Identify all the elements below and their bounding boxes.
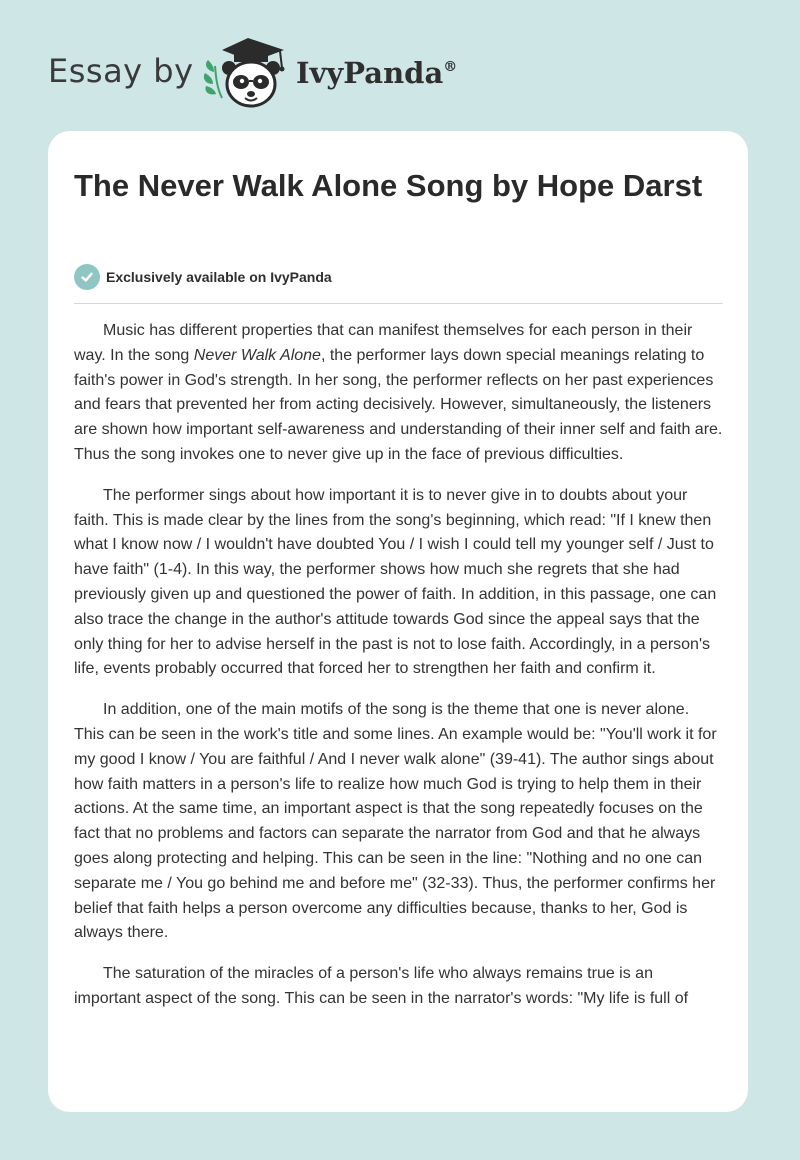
song-title: Never Walk Alone — [193, 346, 321, 364]
panda-graduate-icon — [200, 36, 292, 110]
site-header — [0, 0, 800, 130]
checkmark-icon — [74, 264, 100, 290]
exclusive-badge — [74, 264, 332, 290]
paragraph-text: , the performer lays down special meanings relating to faith's power in God's strength. In her song, the performer reflects on her past experiences and fears that prevented her from acting decisively. However, simultaneously, the listeners are shown how important self-awareness and understanding of their inner self and faith are. Thus the song invokes one to never give up in the face of previous difficulties. — [74, 346, 723, 463]
brand-text: IvyPanda — [296, 56, 444, 90]
paragraph: The performer sings about how important it is to never give in to doubts about your faith. This is made clear by the lines from the song's beginning, which read: "If I knew then what I know now / I wouldn't have doubted You / I wish I could tell my younger self / Just to have faith" (1-4). In this way, the performer shows how much she regrets that she had previously given up and questioned the power of faith. In addition, in this passage, one can also trace the change in the author's attitude towards God since the appeal says that the only thing for her to advise herself in the past is not to lose faith. Accordingly, in a person's life, events probably occurred that forced her to strengthen her faith and confirm it. — [74, 486, 717, 678]
divider — [74, 303, 723, 304]
ivy-leaf-icon — [204, 60, 222, 98]
registered-mark: ® — [443, 59, 458, 75]
paragraph-text: Music has different properties that can manifest themselves for each person in their way. In the song — [74, 322, 693, 364]
paragraph: The saturation of the miracles of a person's life who always remains true is an important aspect of the song. This can be seen in the narrator's words: "My life is full of — [74, 965, 689, 1007]
page-title: The Never Walk Alone Song by Hope Darst — [74, 168, 703, 203]
paragraph — [74, 319, 723, 468]
essay-body — [74, 319, 723, 1028]
badge-label: Exclusively available on IvyPanda — [106, 269, 332, 285]
essay-by-label: Essay by — [48, 52, 194, 90]
essay-card — [48, 131, 748, 1112]
brand-name[interactable] — [296, 56, 457, 90]
paragraph: In addition, one of the main motifs of the song is the theme that one is never alone. This can be seen in the work's title and some lines. An example would be: "You'll work it for my good I know / You are faithful / And I never walk alone" (39-41). The author sings about how faith matters in a person's life to realize how much God is trying to help them in their actions. At the same time, an important aspect is that the song repeatedly focuses on the fact that no problems and factors can separate the narrator from God and that he always goes along protecting and helping. This can be seen in the line: "Nothing and no one can separate me / You go behind me and before me" (32-33). Thus, the performer confirms her belief that faith helps a person overcome any difficulties because, thanks to her, God is always there. — [74, 701, 717, 942]
